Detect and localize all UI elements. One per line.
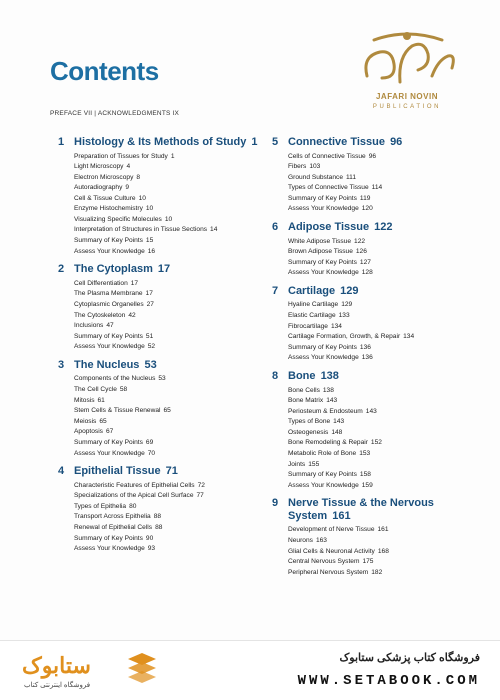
section-label: Meiosis (74, 417, 97, 425)
section-item[interactable] (288, 353, 472, 364)
chapter-title-text: The Nucleus (74, 358, 140, 371)
section-label: Periosteum & Endosteum (288, 407, 363, 415)
section-label: Brown Adipose Tissue (288, 248, 353, 256)
section-page-number: 122 (354, 237, 366, 245)
section-item[interactable] (288, 470, 472, 481)
chapter-number: 7 (272, 284, 279, 297)
chapter-heading[interactable] (272, 285, 472, 298)
section-item[interactable] (74, 342, 258, 353)
section-page-number: 27 (146, 300, 154, 308)
chapter-heading[interactable] (272, 370, 472, 383)
store-logo-subtitle: فروشگاه اینترنتی کتاب (24, 682, 91, 689)
section-page-number: 65 (163, 407, 171, 415)
section-page-number: 88 (155, 524, 163, 532)
section-item[interactable] (74, 385, 258, 396)
section-page-number: 4 (126, 163, 131, 171)
section-label: Assess Your Knowledge (288, 481, 359, 489)
chapter-title-text: The Cytoplasm (74, 263, 153, 276)
section-label: Assess Your Knowledge (74, 545, 145, 553)
chapter-heading[interactable] (58, 465, 258, 478)
section-page-number: 143 (365, 407, 377, 415)
section-page-number: 72 (197, 481, 205, 489)
section-label: White Adipose Tissue (288, 237, 352, 245)
chapter-title-text: Histology & Its Methods of Study (74, 136, 247, 148)
section-page-number: 153 (359, 450, 371, 458)
section-page-number: 148 (331, 428, 343, 436)
section-item[interactable] (288, 162, 472, 173)
section-list (288, 525, 472, 578)
section-label: Assess Your Knowledge (74, 343, 145, 351)
section-item[interactable] (288, 204, 472, 215)
book-stack-icon (124, 651, 160, 691)
section-list (74, 152, 258, 258)
store-footer (0, 640, 500, 700)
section-page-number: 88 (153, 513, 162, 521)
section-page-number: 51 (145, 332, 154, 340)
section-label: Electron Microscopy (74, 173, 134, 181)
section-item[interactable] (74, 162, 258, 173)
section-page-number: 58 (119, 386, 128, 393)
section-page-number: 42 (128, 311, 136, 319)
section-page-number: 120 (361, 205, 373, 213)
section-item[interactable] (74, 183, 258, 194)
section-page-number: 16 (147, 247, 156, 255)
section-page-number: 129 (341, 301, 353, 309)
section-list (288, 386, 472, 492)
store-logo-text: ستابوک (22, 653, 91, 678)
section-item[interactable] (288, 525, 472, 536)
section-page-number: 96 (368, 152, 377, 160)
section-label: Osteogenesis (288, 428, 329, 436)
chapter-title (288, 497, 472, 522)
publisher-subtitle: PUBLICATION (372, 104, 442, 110)
chapter-entry (272, 221, 472, 279)
chapter-title-text: Connective Tissue (288, 136, 385, 148)
section-page-number: 70 (147, 449, 156, 457)
section-page-number: 14 (210, 225, 218, 233)
section-item[interactable] (74, 279, 258, 290)
section-label: Summary of Key Points (288, 258, 357, 266)
section-label: Specializations of the Apical Cell Surface (74, 492, 194, 500)
section-page-number: 138 (322, 386, 334, 394)
section-page-number: 161 (377, 526, 389, 534)
section-page-number: 136 (359, 343, 371, 351)
section-label: Bone Matrix (288, 397, 324, 405)
section-item[interactable] (288, 194, 472, 205)
section-item[interactable] (74, 427, 258, 438)
section-page-number: 67 (105, 428, 114, 436)
section-item[interactable] (288, 183, 472, 194)
section-page-number: 10 (138, 194, 146, 202)
section-label: Cells of Connective Tissue (288, 152, 366, 160)
section-item[interactable] (74, 502, 258, 513)
chapter-title (288, 221, 393, 234)
section-label: Cytoplasmic Organelles (74, 300, 144, 308)
section-item[interactable] (74, 406, 258, 417)
section-label: Summary of Key Points (288, 343, 357, 351)
section-page-number: 8 (136, 173, 141, 181)
section-label: Summary of Key Points (74, 237, 143, 245)
section-label: Summary of Key Points (288, 194, 357, 202)
section-label: Summary of Key Points (288, 471, 357, 479)
section-page-number: 133 (338, 312, 350, 320)
section-label: Summary of Key Points (74, 438, 143, 446)
section-page-number: 134 (330, 322, 342, 330)
chapter-title (74, 136, 258, 149)
chapter-heading[interactable] (272, 221, 472, 234)
chapter-number: 3 (58, 358, 65, 371)
chapter-page-number: 138 (320, 370, 339, 382)
chapter-number: 6 (272, 221, 279, 234)
section-label: Glial Cells & Neuronal Activity (288, 547, 375, 555)
section-page-number: 175 (362, 558, 374, 566)
section-label: Visualizing Specific Molecules (74, 216, 162, 224)
section-item[interactable] (74, 194, 258, 205)
section-item[interactable] (288, 268, 472, 279)
section-item[interactable] (74, 321, 258, 332)
publisher-logo (352, 26, 462, 126)
section-label: Assess Your Knowledge (288, 354, 359, 362)
section-item[interactable] (288, 332, 472, 343)
section-item[interactable] (74, 374, 258, 385)
section-item[interactable] (74, 204, 258, 215)
section-item[interactable] (74, 236, 258, 247)
section-item[interactable] (288, 568, 472, 579)
section-list (288, 152, 472, 216)
section-list (74, 374, 258, 459)
chapter-heading[interactable] (58, 359, 258, 372)
section-label: Assess Your Knowledge (288, 269, 359, 277)
section-item[interactable] (288, 481, 472, 492)
section-list (288, 300, 472, 364)
section-label: Types of Connective Tissue (288, 184, 369, 192)
section-item[interactable] (288, 311, 472, 322)
section-label: Renewal of Epithelial Cells (74, 524, 153, 532)
section-label: Assess Your Knowledge (74, 449, 145, 457)
section-label: The Cytoskeleton (74, 311, 126, 319)
section-label: Apoptosis (74, 428, 103, 436)
section-label: Stem Cells & Tissue Renewal (74, 407, 161, 415)
section-page-number: 114 (371, 184, 383, 192)
section-page-number: 17 (130, 279, 139, 287)
chapter-title (74, 359, 157, 372)
toc-column-right (272, 136, 472, 584)
chapter-number: 8 (272, 370, 279, 382)
section-label: Central Nervous System (288, 558, 360, 566)
section-item[interactable] (288, 438, 472, 449)
section-item[interactable] (288, 407, 472, 418)
chapter-number: 5 (272, 136, 279, 148)
section-item[interactable] (288, 322, 472, 333)
section-item[interactable] (288, 237, 472, 248)
section-item[interactable] (288, 396, 472, 407)
section-label: Types of Bone (288, 418, 331, 426)
section-page-number: 77 (196, 492, 204, 500)
section-page-number: 111 (346, 173, 357, 181)
section-page-number: 53 (158, 375, 166, 383)
section-item[interactable] (288, 152, 472, 163)
chapter-title-text: Epithelial Tissue (74, 465, 161, 478)
section-label: Mitosis (74, 396, 95, 404)
chapter-entry (58, 465, 258, 555)
section-label: Summary of Key Points (74, 534, 143, 542)
chapter-page-number: 122 (374, 221, 393, 234)
section-label: Metabolic Role of Bone (288, 450, 357, 458)
section-label: Transport Across Epithelia (74, 513, 151, 521)
section-page-number: 126 (355, 248, 367, 256)
section-label: Hyaline Cartilage (288, 301, 339, 309)
section-item[interactable] (74, 512, 258, 523)
section-item[interactable] (74, 300, 258, 311)
section-label: Fibrocartilage (288, 322, 328, 330)
chapter-entry (58, 359, 258, 459)
section-page-number: 127 (359, 258, 371, 266)
section-label: Ground Substance (288, 173, 343, 181)
section-page-number: 47 (106, 322, 114, 330)
section-list (74, 279, 258, 353)
chapter-title (74, 263, 170, 276)
section-label: Cell Differentiation (74, 279, 128, 287)
chapter-entry (272, 370, 472, 491)
section-item[interactable] (74, 534, 258, 545)
section-page-number: 1 (170, 152, 175, 160)
section-item[interactable] (288, 460, 472, 471)
store-url[interactable]: WWW.SETABOOK.COM (297, 673, 480, 689)
section-list (288, 237, 472, 279)
section-page-number: 182 (371, 568, 383, 576)
section-list (74, 481, 258, 555)
chapter-title-text: Adipose Tissue (288, 221, 370, 234)
section-label: Fibers (288, 163, 307, 171)
section-item[interactable] (288, 547, 472, 558)
publisher-name: JAFARI NOVIN (375, 92, 438, 101)
section-item[interactable] (74, 289, 258, 300)
section-item[interactable] (74, 173, 258, 184)
section-page-number: 90 (145, 534, 154, 542)
chapter-number: 4 (58, 465, 65, 478)
section-item[interactable] (74, 481, 258, 492)
section-label: Inclusions (74, 322, 104, 330)
section-page-number: 15 (145, 237, 154, 245)
chapter-page-number: 161 (332, 509, 351, 522)
section-label: Assess Your Knowledge (288, 205, 359, 213)
section-page-number: 93 (147, 545, 156, 553)
section-page-number: 65 (99, 417, 107, 425)
section-item[interactable] (288, 247, 472, 258)
section-item[interactable] (74, 438, 258, 449)
chapter-entry (58, 263, 258, 353)
section-item[interactable] (74, 215, 258, 226)
section-label: Types of Epithelia (74, 502, 127, 510)
chapter-title-text: Bone (288, 370, 316, 382)
section-page-number: 9 (125, 184, 130, 192)
store-logo (12, 649, 162, 695)
chapter-title-text: Nerve Tissue & the Nervous System (288, 497, 434, 522)
section-item[interactable] (74, 417, 258, 428)
section-label: Cell & Tissue Culture (74, 194, 136, 202)
chapter-page-number: 96 (390, 136, 403, 148)
section-label: Interpretation of Structures in Tissue Sections (74, 225, 208, 233)
section-page-number: 158 (359, 471, 371, 479)
section-page-number: 17 (145, 290, 153, 298)
section-page-number: 159 (361, 481, 373, 489)
section-item[interactable] (74, 544, 258, 555)
toc-column-left (58, 136, 258, 561)
chapter-entry (272, 136, 472, 215)
section-page-number: 103 (309, 163, 321, 171)
section-item[interactable] (288, 173, 472, 184)
chapter-heading[interactable] (272, 136, 472, 149)
chapter-page-number: 129 (340, 284, 359, 297)
page-title: Contents (50, 56, 159, 86)
section-page-number: 143 (333, 418, 345, 426)
chapter-title (288, 285, 359, 298)
section-page-number: 152 (370, 439, 382, 447)
section-page-number: 52 (147, 343, 156, 351)
section-item[interactable] (74, 226, 258, 236)
section-page-number: 155 (308, 460, 320, 468)
publisher-emblem-icon (352, 26, 462, 92)
chapter-heading[interactable] (58, 136, 258, 149)
section-item[interactable] (288, 300, 472, 311)
section-item[interactable] (74, 311, 258, 322)
chapter-title (74, 465, 178, 478)
store-name: فروشگاه کتاب پزشکی ستابوک (339, 652, 480, 664)
chapter-number: 9 (272, 497, 279, 510)
section-item[interactable] (74, 523, 258, 534)
chapter-page-number: 53 (144, 358, 157, 371)
chapter-heading[interactable] (58, 263, 258, 276)
chapter-entry (272, 497, 472, 578)
preface-line: PREFACE VII | ACKNOWLEDGMENTS IX (50, 110, 180, 117)
section-item[interactable] (74, 396, 258, 407)
section-label: Development of Nerve Tissue (288, 526, 375, 534)
section-page-number: 136 (361, 354, 373, 362)
section-label: Assess Your Knowledge (74, 247, 145, 255)
chapter-heading[interactable] (272, 497, 472, 522)
section-item[interactable] (288, 449, 472, 460)
section-page-number: 10 (164, 216, 173, 224)
section-label: Light Microscopy (74, 163, 124, 171)
section-page-number: 143 (326, 397, 338, 405)
chapter-number: 2 (58, 263, 65, 276)
section-item[interactable] (74, 152, 258, 163)
section-label: Joints (288, 460, 306, 468)
chapter-entry (58, 136, 258, 257)
chapter-entry (272, 285, 472, 364)
section-item[interactable] (288, 386, 472, 397)
section-item[interactable] (288, 557, 472, 568)
section-item[interactable] (74, 491, 258, 502)
section-item[interactable] (288, 417, 472, 428)
chapter-title-text: Cartilage (288, 284, 336, 297)
chapter-title (288, 136, 402, 149)
chapter-title (288, 370, 339, 383)
section-label: Neurons (288, 537, 313, 545)
section-item[interactable] (288, 258, 472, 269)
section-item[interactable] (288, 428, 472, 439)
section-item[interactable] (74, 332, 258, 343)
section-page-number: 168 (377, 547, 389, 555)
chapter-page-number: 71 (165, 465, 178, 478)
section-label: The Plasma Membrane (74, 290, 143, 298)
chapter-number: 1 (58, 136, 65, 148)
section-label: Bone Cells (288, 386, 320, 394)
chapter-page-number: 17 (157, 263, 171, 276)
section-label: Bone Remodeling & Repair (288, 439, 368, 447)
section-label: Cartilage Formation, Growth, & Repair (288, 333, 401, 341)
section-page-number: 69 (145, 438, 154, 446)
section-page-number: 10 (145, 205, 154, 213)
section-item[interactable] (288, 343, 472, 354)
section-item[interactable] (288, 536, 472, 547)
section-label: The Cell Cycle (74, 386, 117, 393)
section-label: Enzyme Histochemistry (74, 205, 143, 213)
section-label: Autoradiography (74, 184, 123, 192)
section-label: Preparation of Tissues for Study (74, 152, 168, 160)
section-page-number: 128 (361, 269, 373, 277)
section-item[interactable] (74, 247, 258, 258)
section-page-number: 134 (403, 333, 415, 341)
section-page-number: 163 (315, 537, 327, 545)
section-page-number: 61 (97, 396, 105, 404)
section-item[interactable] (74, 449, 258, 460)
section-page-number: 80 (129, 502, 137, 510)
section-label: Summary of Key Points (74, 332, 143, 340)
section-label: Peripheral Nervous System (288, 568, 369, 576)
section-page-number: 119 (359, 194, 371, 202)
section-label: Elastic Cartilage (288, 312, 336, 320)
chapter-page-number: 1 (251, 136, 258, 148)
section-label: Characteristic Features of Epithelial Cells (74, 481, 195, 489)
section-label: Components of the Nucleus (74, 375, 156, 383)
